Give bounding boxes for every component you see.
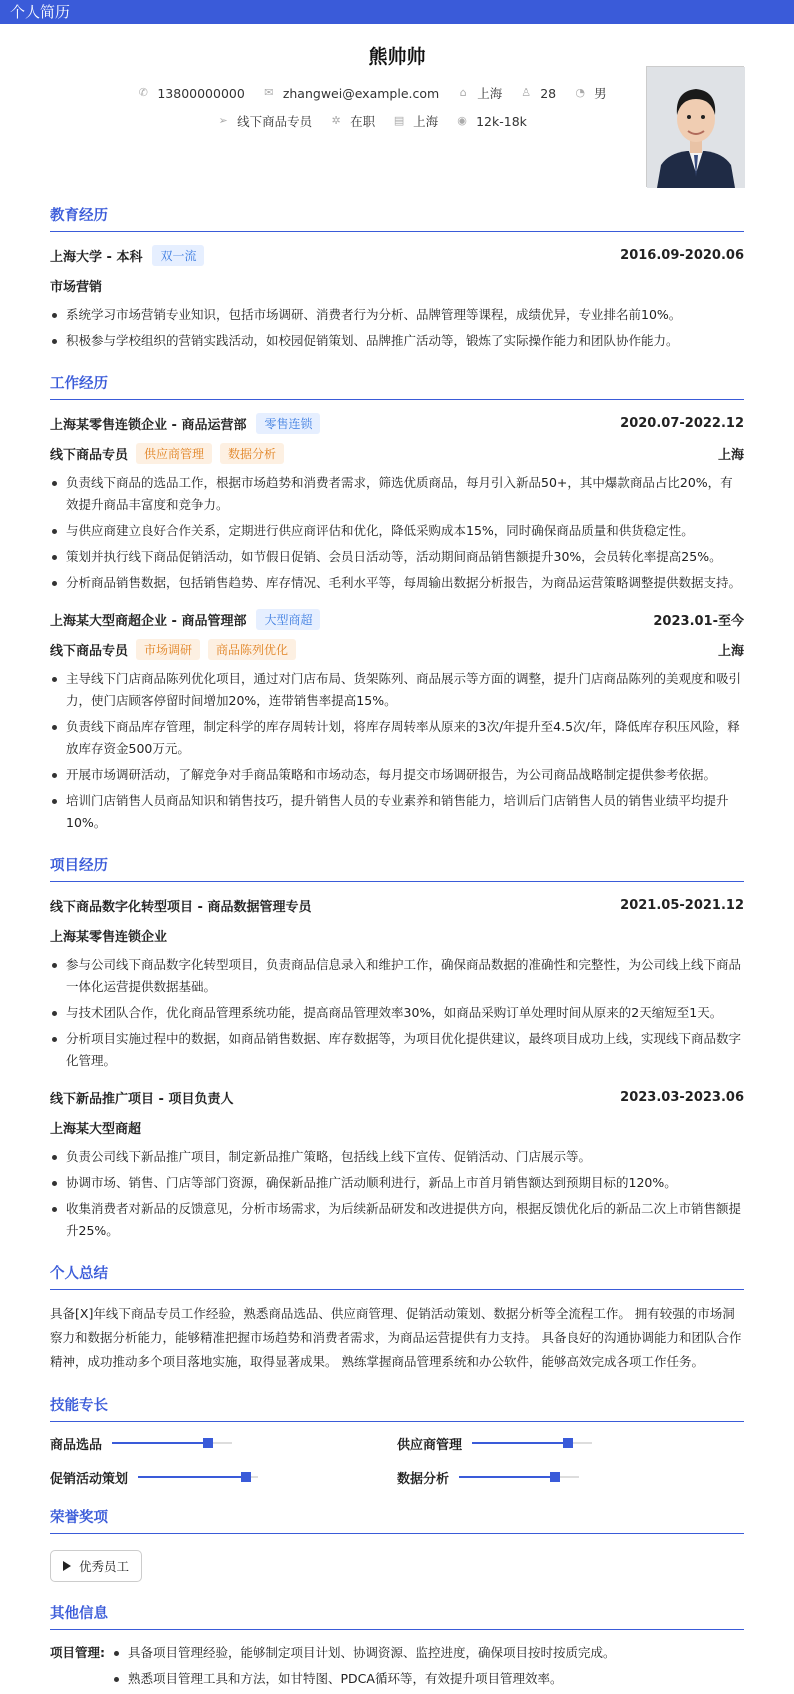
skills-grid [50,1434,744,1486]
education-period: 2016.09-2020.06 [620,247,744,263]
work-bullets [50,472,744,594]
work-city: 上海 [717,643,744,659]
home-icon: ⌂ [459,86,467,99]
other-label: 项目管理: [50,1645,105,1660]
send-icon: ➢ [218,114,228,127]
role-name: 线下商品专员 [50,447,129,463]
skill-name: 数据分析 [397,1471,450,1487]
education-bullets [50,304,744,352]
other-section-title: 其他信息 [50,1602,744,1630]
list-item: 培训门店销售人员商品知识和销售技巧，提升销售人员的专业素养和销售能力，培训后门店销售人员的销售业绩平均提升10%。 [50,790,744,834]
list-item: 负责公司线下新品推广项目，制定新品推广策略，包括线上线下宣传、促销活动、门店展示等。 [50,1146,744,1168]
email-text: zhangwei@example.com [282,85,440,101]
mail-icon: ✉ [264,86,274,99]
list-item: 负责线下商品库存管理，制定科学的库存周转计划，将库存周转率从原来的3次/年提升至4.5次/年，降低库存积压风险，释放库存资金500万元。 [50,716,744,760]
work-period: 2023.01-至今 [653,613,744,629]
project-bullets [50,1146,744,1242]
project-period: 2023.03-2023.06 [620,1089,744,1105]
summary-text: 具备[X]年线下商品专员工作经验，熟悉商品选品、供应商管理、促销活动策划、数据分析等全流程工作。 拥有较强的市场洞察力和数据分析能力，能够精准把握市场趋势和消费者需求，为商品运营提供有力支持。 具备良好的沟通协调能力和团队合作精神，成功推动多个项目落地实施，取得显著成果。 熟练掌握商品管理系统和办公软件，能够高效完成各项工作任务。 [50,1306,742,1369]
project-entry [50,894,744,1072]
role-tag: 市场调研 [136,639,200,660]
company-tag: 大型商超 [256,609,320,630]
work-section-title: 工作经历 [50,372,744,400]
award-name: 优秀员工 [79,1559,130,1574]
list-item: 收集消费者对新品的反馈意见，分析市场需求，为后续新品研发和改进提供方向，根据反馈优化后的新品二次上市销售额提升25%。 [50,1198,744,1242]
work-period: 2020.07-2022.12 [620,415,744,431]
gear-icon: ✲ [331,114,341,127]
school-name: 上海大学 - 本科 [50,249,143,265]
role-tag: 供应商管理 [136,443,212,464]
skills-section-title: 技能专长 [50,1394,744,1422]
skill-name: 供应商管理 [397,1437,463,1453]
profile-photo [646,66,744,187]
target-city-item [393,112,438,130]
skill-item [397,1468,744,1486]
role-tag: 数据分析 [220,443,284,464]
company-name: 上海某大型商超企业 - 商品管理部 [50,613,247,629]
page-title: 个人简历 [0,0,794,24]
skill-bar [138,1476,258,1478]
resume-header [0,24,794,186]
major-name: 市场营销 [50,279,103,295]
projects-section-title: 项目经历 [50,854,744,882]
skill-bar [459,1476,579,1478]
contact-row [110,84,634,102]
skill-bar [112,1442,232,1444]
work-city: 上海 [717,447,744,463]
gender-item [574,84,607,102]
avatar [647,67,745,188]
location-item [457,84,502,102]
work-entry [50,608,744,834]
age-icon: ♙ [521,86,532,99]
list-item: 策划并执行线下商品促销活动，如节假日促销、会员日活动等，活动期间商品销售额提升30%，会员转化率提高25%。 [50,546,744,568]
salary-text: 12k-18k [476,113,527,129]
candidate-name: 熊帅帅 [368,46,426,68]
gender-text: 男 [594,86,607,101]
list-item: 主导线下门店商品陈列优化项目，通过对门店布局、货架陈列、商品展示等方面的调整，提升门店商品陈列的美观度和吸引力，使门店顾客停留时间增加20%，连带销售率提高15%。 [50,668,744,712]
skill-name: 促销活动策划 [50,1471,129,1487]
list-item: 负责线下商品的选品工作，根据市场趋势和消费者需求，筛选优质商品，每月引入新品50+，其中爆款商品占比20%，有效提升商品丰富度和竞争力。 [50,472,744,516]
location-text: 上海 [477,86,503,101]
list-item: 积极参与学校组织的营销实践活动，如校园促销策划、品牌推广活动等，锻炼了实际操作能力和团队协作能力。 [50,330,744,352]
role-tag: 商品陈列优化 [208,639,296,660]
company-tag: 零售连锁 [256,413,320,434]
list-item: 熟悉项目管理工具和方法，如甘特图、PDCA循环等，有效提升项目管理效率。 [108,1668,744,1690]
project-name: 线下新品推广项目 - 项目负责人 [50,1091,234,1107]
award-chip[interactable] [50,1550,142,1582]
list-item: 开展市场调研活动，了解竞争对手商品策略和市场动态，每月提交市场调研报告，为公司商品战略制定提供参考依据。 [50,764,744,786]
list-item: 分析商品销售数据，包括销售趋势、库存情况、毛利水平等，每周输出数据分析报告，为商品运营策略调整提供数据支持。 [50,572,744,594]
salary-item [456,112,527,130]
skill-item [50,1434,397,1452]
project-org: 上海某大型商超 [50,1121,142,1137]
school-tag: 双一流 [152,245,204,266]
play-icon [63,1561,71,1571]
list-item: 分析项目实施过程中的数据，如商品销售数据、库存数据等，为项目优化提供建议，最终项目成功上线，实现线下商品数字化管理。 [50,1028,744,1072]
education-entry [50,244,744,352]
email-item [263,84,439,102]
project-period: 2021.05-2021.12 [620,897,744,913]
job-intent-row [110,112,634,130]
resume-body [0,204,794,1694]
other-list [108,1642,744,1694]
target-city-text: 上海 [413,114,439,129]
list-item: 与技术团队合作，优化商品管理系统功能，提高商品管理效率30%，如商品采购订单处理时间从原来的2天缩短至1天。 [50,1002,744,1024]
phone-icon: ✆ [138,86,148,99]
list-item: 与供应商建立良好合作关系，定期进行供应商评估和优化，降低采购成本15%，同时确保商品质量和供货稳定性。 [50,520,744,542]
position-item [217,112,312,130]
summary-section-title: 个人总结 [50,1262,744,1290]
list-item: 参与公司线下商品数字化转型项目，负责商品信息录入和维护工作，确保商品数据的准确性和完整性，为公司线上线下商品一体化运营提供数据基础。 [50,954,744,998]
skill-name: 商品选品 [50,1437,103,1453]
awards-section-title: 荣誉奖项 [50,1506,744,1534]
age-item [520,84,556,102]
company-name: 上海某零售连锁企业 - 商品运营部 [50,417,247,433]
education-section-title: 教育经历 [50,204,744,232]
list-item: 具备项目管理经验，能够制定项目计划、协调资源、监控进度，确保项目按时按质完成。 [108,1642,744,1664]
work-bullets [50,668,744,834]
project-name: 线下商品数字化转型项目 - 商品数据管理专员 [50,899,312,915]
role-name: 线下商品专员 [50,643,129,659]
skill-bar [472,1442,592,1444]
phone-item [137,84,244,102]
list-item: 协调市场、销售、门店等部门资源，确保新品推广活动顺利进行，新品上市首月销售额达到预期目标的120%。 [50,1172,744,1194]
project-org: 上海某零售连锁企业 [50,929,168,945]
phone-text: 13800000000 [157,85,245,101]
status-text: 在职 [350,114,376,129]
work-entry [50,412,744,594]
building-icon: ▤ [393,114,405,127]
gender-icon: ◔ [575,86,585,99]
skill-item [50,1468,397,1486]
skill-item [397,1434,744,1452]
status-item [330,112,375,130]
list-item: 系统学习市场营销专业知识，包括市场调研、消费者行为分析、品牌管理等课程，成绩优异，专业排名前10%。 [50,304,744,326]
age-text: 28 [540,85,557,101]
position-text: 线下商品专员 [237,114,313,129]
money-icon: ◉ [457,114,467,127]
other-info [50,1642,744,1694]
project-entry [50,1086,744,1242]
project-bullets [50,954,744,1072]
